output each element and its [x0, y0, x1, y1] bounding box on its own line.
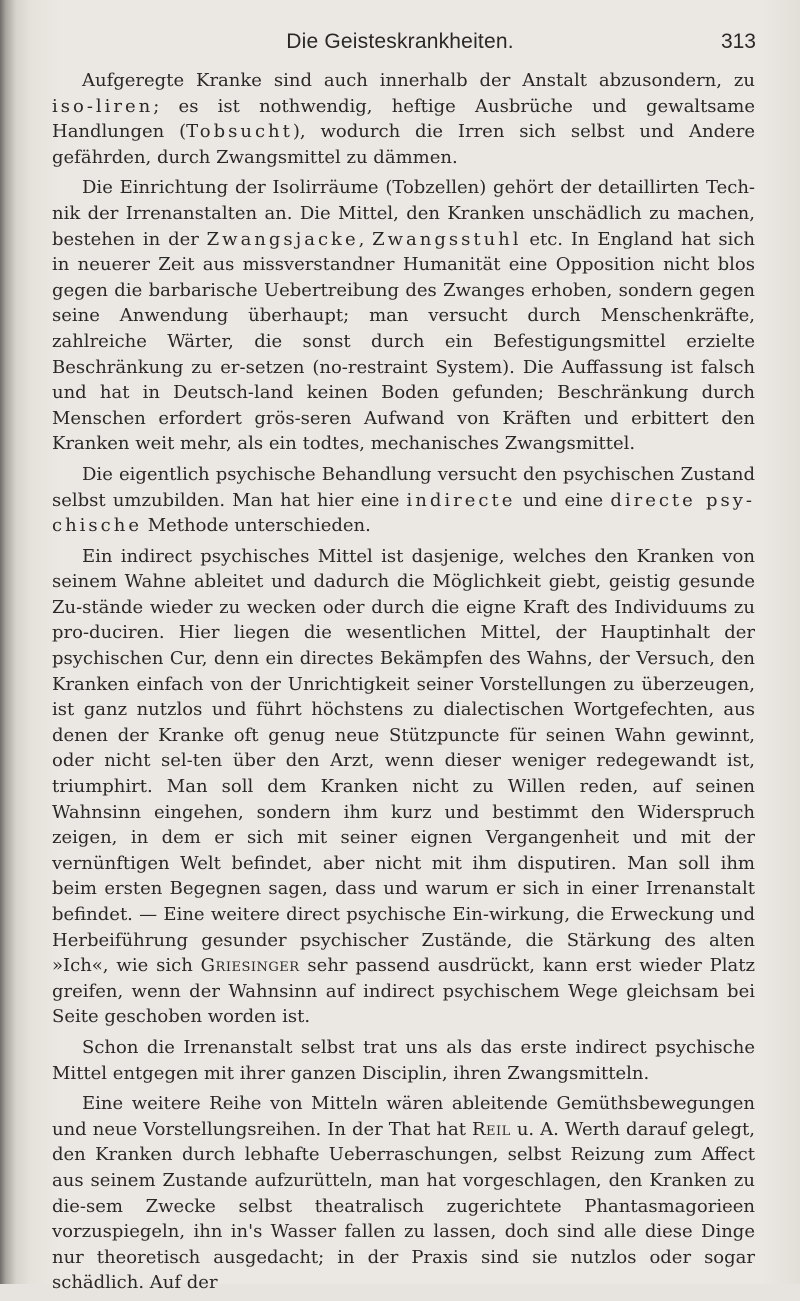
text-run: und eine [515, 489, 611, 511]
emphasis-spaced: Zwangsjacke [206, 228, 359, 250]
text-run: Ein indirect psychisches Mittel ist dasjenige, welches den Kranken von seinem Wahne ableitet und dadurch die Möglichkeit giebt, geistig gesunde Zu-stände wieder zu wecken oder durch die eigne Kraft des Individuums zu pro-duciren. Hier liegen die wesentlichen Mittel, der Hauptinhalt der psychischen Cur, denn ein directes Bekämpfen des Wahns, der Versuch, den Kranken einfach von der Unrichtigkeit seiner Vorstellungen zu überzeugen, ist ganz nutzlos und führt höchstens zu dialectischen Wortgefechten, aus denen der Kranke oft genug neue Stützpuncte für seinen Wahn gewinnt, oder nicht sel-ten über den Arzt, wenn dieser weniger redegewandt ist, triumphirt. Man soll dem Kranken nicht zu Willen reden, auf seinen Wahnsinn eingehen, sondern ihm kurz und bestimmt den Widerspruch zeigen, in dem er sich mit seiner eignen Vergangenheit und mit der vernünftigen Welt befindet, aber nicht mit ihm disputiren. Man soll ihm beim ersten Begegnen sagen, dass und warum er sich in einer Irrenanstalt befindet. — Eine weitere direct psychische Ein-wirkung, die Erweckung und Herbeiführung gesunder psychischer Zustände, die Stärkung des alten »Ich«, wie sich [52, 545, 755, 977]
emphasis-spaced: Zwangsstuhl [372, 228, 522, 250]
page-number: 313 [720, 30, 756, 53]
paragraph-5 [52, 1035, 755, 1086]
running-title: Die Geisteskrankheiten. [286, 30, 514, 53]
text-run: Eine weitere Reihe von Mitteln wären ableitende Gemüthsbewegungen und neue Vorstellungsreihen. In der That hat [52, 1093, 755, 1140]
author-name: Reil [471, 1118, 511, 1140]
text-run: u. A. Werth darauf gelegt, den Kranken durch lebhafte Ueberraschungen, selbst Reizung zum Affect aus seinem Zustande aufzurütteln, man hat vorgeschlagen, den Kranken zu die-sem Zwecke selbst theatralisch zugerichtete Phantasmagorieen vorzuspiegeln, ihn in's Wasser fallen zu lassen, doch sind alle diese Dinge nur theoretisch ausgedacht; in der Praxis sind sie nutzlos oder sogar schädlich. Auf der [52, 1118, 755, 1294]
emphasis-spaced: iso-liren [52, 95, 154, 117]
page-header [44, 30, 756, 58]
emphasis-spaced: indirecte [406, 489, 516, 511]
paragraph-4 [52, 544, 755, 1030]
text-run: Die eigentlich psychische Behandlung versucht den psychischen Zustand selbst umzubilden. Man hat hier eine [52, 463, 755, 511]
body-text [52, 68, 755, 1301]
emphasis-spaced: Tobsucht [186, 121, 293, 143]
emphasis-spaced: directe psy-chische [52, 489, 756, 537]
paragraph-2 [52, 175, 755, 457]
text-run: ; es ist nothwendig, heftige Ausbrüche und gewaltsame Handlungen ( [52, 95, 755, 143]
paragraph-3 [52, 462, 755, 539]
text-run: Die Einrichtung der Isolirräume (Tobzellen) gehört der detaillirten Tech-nik der Irrenanstalten an. Die Mittel, den Kranken unschädlich zu machen, bestehen in der [52, 177, 755, 250]
paragraph-6 [52, 1091, 755, 1296]
text-run: , [358, 228, 373, 250]
text-run: Aufgeregte Kranke sind auch innerhalb der Anstalt abzusondern, zu [82, 70, 755, 91]
text-run: sehr passend ausdrückt, kann erst wieder Platz greifen, wenn der Wahnsinn auf indirect psychischem Wege gleichsam bei Seite geschoben worden ist. [52, 955, 755, 1028]
text-run: ), wodurch die Irren sich selbst und Andere gefährden, durch Zwangsmittel zu dämmen. [52, 121, 756, 168]
text-run: etc. In England hat sich in neuerer Zeit aus missverstandner Humanität eine Opposition nicht blos gegen die barbarische Uebertreibung des Zwanges erhoben, sondern gegen seine Anwendung überhaupt; man versucht durch Menschenkräfte, zahlreiche Wärter, die sonst durch ein Befestigungsmittel erzielte Beschränkung zu er-setzen (no-restraint System). Die Auffassung ist falsch und hat in Deutsch-land keinen Boden gefunden; Beschränkung durch Menschen erfordert grös-seren Aufwand von Kräften und erbittert den Kranken weit mehr, als ein todtes, mechanisches Zwangsmittel. [52, 228, 755, 455]
paragraph-1 [52, 68, 755, 170]
text-run: Methode unterschieden. [142, 515, 371, 537]
text-run: Schon die Irrenanstalt selbst trat uns als das erste indirect psychische Mittel entgegen mit ihrer ganzen Disciplin, ihren Zwangsmitteln. [52, 1036, 755, 1084]
author-name: Griesinger [200, 955, 300, 977]
